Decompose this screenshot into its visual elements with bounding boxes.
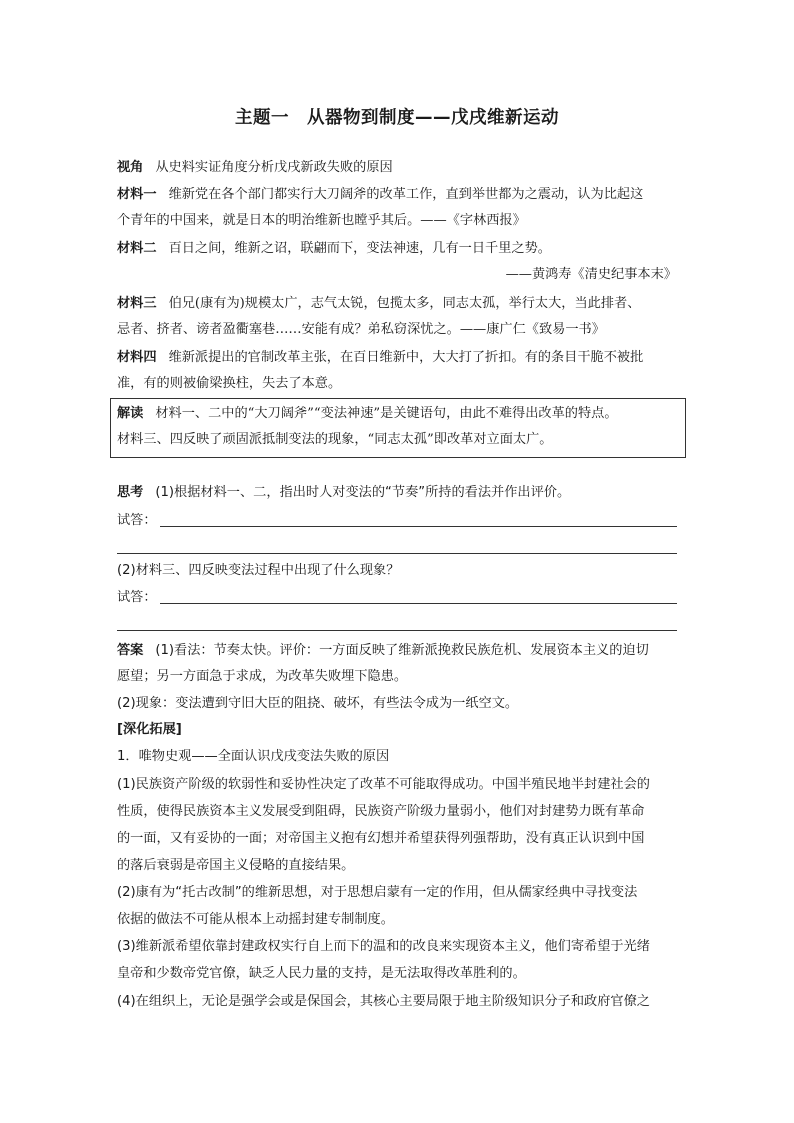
extension-item-1: 1．唯物史观——全面认识戊戌变法失败的原因 — [117, 749, 390, 764]
material-3-text-1: 伯兄(康有为)规模太广，志气太锐，包揽太多，同志太孤，举行太大，当此排者、 — [168, 296, 641, 311]
material-2-source — [117, 266, 677, 284]
answer-prompt-1-text: 试答： — [117, 513, 157, 528]
extension-heading: [深化拓展] — [117, 722, 182, 737]
answer-a2-text: (2)现象：变法遭到守旧大臣的阻挠、破坏，有些法令成为一纸空文。 — [117, 696, 519, 711]
answer-prompt-2 — [117, 589, 677, 607]
think-question-1 — [117, 484, 677, 502]
material-3-label: 材料三 — [117, 296, 157, 311]
think-label: 思考 — [117, 485, 144, 500]
answer-a1-text-1: (1)看法：节奏太快。评价：一方面反映了维新派挽救民族危机、发展资本主义的迫切 — [155, 643, 649, 658]
answer-line-1 — [117, 642, 677, 660]
extension-p3-l1: (3)维新派希望依靠封建政权实行自上而下的温和的改良来实现资本主义，他们寄希望于光绪 — [117, 939, 650, 954]
extension-p2-l1: (2)康有为“托古改制”的维新思想，对于思想启蒙有一定的作用，但从儒家经典中寻找变法 — [117, 885, 638, 900]
material-1-line-1 — [117, 186, 677, 204]
interpretation-text-2: 材料三、四反映了顽固派抵制变法的现象，“同志太孤”即改革对立面太广。 — [117, 432, 553, 447]
perspective-text: 从史料实证角度分析戊戌新政失败的原因 — [155, 160, 393, 175]
answer-line-2b[interactable] — [117, 630, 677, 631]
material-2-text-1: 百日之间，维新之诏，联翩而下，变法神速，几有一日千里之势。 — [168, 241, 551, 256]
material-4-text-1: 维新派提出的官制改革主张，在百日维新中，大大打了折扣。有的条目干脆不被批 — [168, 350, 644, 365]
material-1-text-2: 个青年的中国来，就是日本的明治维新也瞠乎其后。——《字林西报》 — [117, 213, 526, 228]
extension-p1-l2: 性质，使得民族资本主义发展受到阻碍，民族资产阶级力量弱小，他们对封建势力既有革命 — [117, 804, 645, 819]
material-3-text-2: 忌者、挤者、谤者盈衢塞巷……安能有成？弟私窃深忧之。——康广仁《致易一书》 — [117, 322, 605, 337]
interpretation-text-1: 材料一、二中的“大刀阔斧”“变法神速”是关键语句，由此不难得出改革的特点。 — [155, 406, 618, 421]
material-2-label: 材料二 — [117, 241, 157, 256]
material-1-text-1: 维新党在各个部门都实行大刀阔斧的改革工作，直到举世都为之震动，认为比起这 — [168, 187, 644, 202]
material-4-line-2 — [117, 375, 677, 393]
interpretation-line-2 — [117, 431, 677, 449]
perspective-line — [117, 159, 677, 177]
extension-p1-l1: (1)民族资产阶级的软弱性和妥协性决定了改革不可能取得成功。中国半殖民地半封建社会的 — [117, 777, 650, 792]
extension-p3-l2: 皇帝和少数帝党官僚，缺乏人民力量的支持，是无法取得改革胜利的。 — [117, 966, 526, 981]
answer-a1-text-2: 愿望；另一方面急于求成，为改革失败埋下隐患。 — [117, 669, 408, 684]
material-2-line-1 — [117, 240, 677, 258]
perspective-label: 视角 — [117, 160, 144, 175]
think-question-2 — [117, 562, 677, 580]
material-4-text-2: 准，有的则被偷梁换柱，失去了本意。 — [117, 376, 342, 391]
answer-label: 答案 — [117, 643, 144, 658]
answer-prompt-1 — [117, 512, 677, 530]
material-2-source-text: ——黄鸿寿《清史纪事本末》 — [505, 267, 677, 282]
material-1-line-2 — [117, 212, 677, 230]
material-3-line-1 — [117, 295, 677, 313]
answer-line-1a[interactable] — [160, 526, 677, 527]
material-3-line-2 — [117, 321, 677, 339]
extension-p1-l4: 的落后衰弱是帝国主义侵略的直接结果。 — [117, 858, 355, 873]
think-q2-text: (2)材料三、四反映变法过程中出现了什么现象？ — [117, 563, 400, 578]
answer-line-3 — [117, 695, 677, 713]
material-1-label: 材料一 — [117, 187, 157, 202]
page-title: 主题一 从器物到制度——戊戌维新运动 — [235, 108, 559, 128]
think-q1-text: (1)根据材料一、二，指出时人对变法的“节奏”所持的看法并作出评价。 — [155, 485, 571, 500]
answer-line-2a[interactable] — [160, 603, 677, 604]
extension-p4-l1: (4)在组织上，无论是强学会或是保国会，其核心主要局限于地主阶级知识分子和政府官僚之 — [117, 994, 650, 1009]
answer-line-1b[interactable] — [117, 553, 677, 554]
material-4-label: 材料四 — [117, 350, 157, 365]
extension-p1-l3: 的一面，又有妥协的一面；对帝国主义抱有幻想并希望获得列强帮助，没有真正认识到中国 — [117, 831, 645, 846]
answer-line-2 — [117, 668, 677, 686]
extension-p2-l2: 依据的做法不可能从根本上动摇封建专制制度。 — [117, 912, 394, 927]
interpretation-label: 解读 — [117, 406, 144, 421]
material-4-line-1 — [117, 349, 677, 367]
interpretation-line-1 — [117, 405, 677, 423]
answer-prompt-2-text: 试答： — [117, 590, 157, 605]
